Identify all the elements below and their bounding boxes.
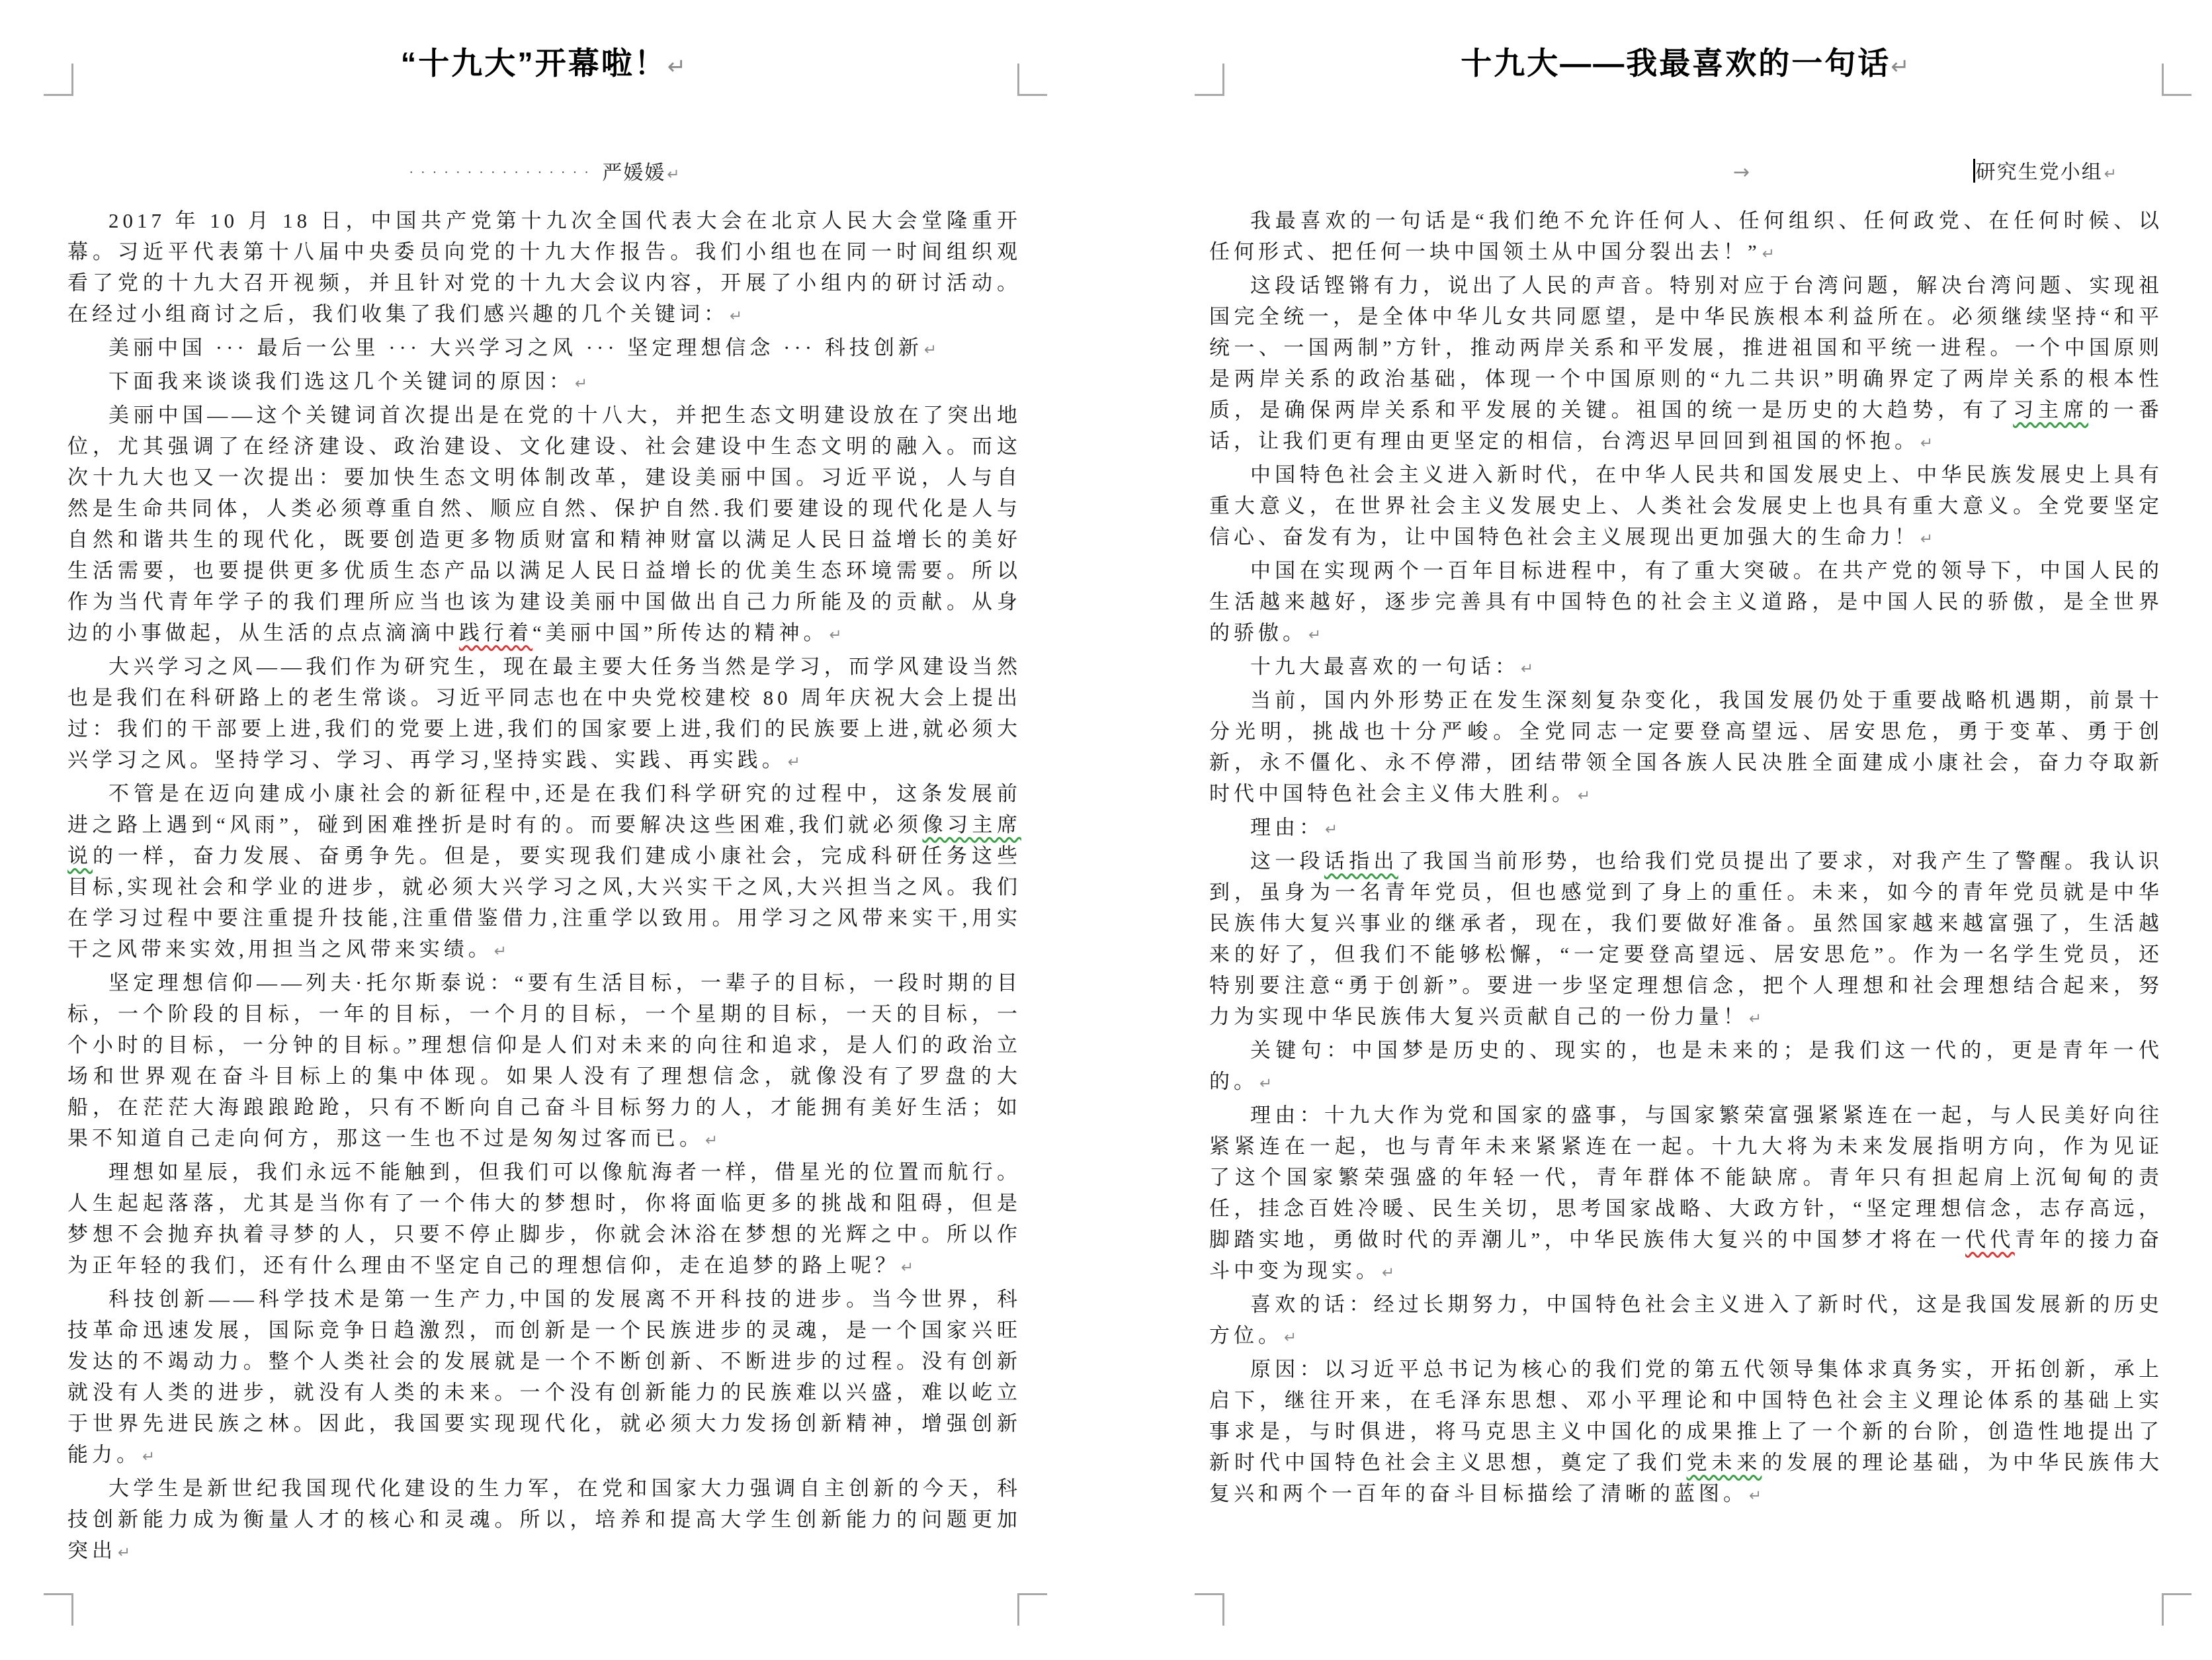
author-line (1209, 157, 2163, 188)
text-run: “美丽中国”所传达的精神。 (532, 621, 828, 644)
text-run: 的发展的理论基础，为中华民族伟大复兴和两个一百年的奋斗目标描绘了清晰的蓝图。 (1209, 1451, 2163, 1505)
author-line (67, 157, 1021, 188)
paragraph-mark-icon: ↵ (730, 308, 743, 325)
spellcheck-marked-text: 践行着 (459, 621, 532, 644)
page-title (1209, 36, 2163, 94)
paragraph (1209, 459, 2163, 555)
text-run: 2017 年 10 月 18 日，中国共产党第十九次全国代表大会在北京人民大会堂隆重开幕。习近平代表第十八届中央委员向党的十九大作报告。我们小组也在同一时间组织观看了党的十九大召开视频，并且针对党的十九大会议内容，开展了小组内的研讨活动。在经过小组商讨之后，我们收集了我们感兴趣的几个关键词： (67, 209, 1021, 326)
text-run: 当前，国内外形势正在发生深刻复杂变化，我国发展仍处于重要战略机遇期，前景十分光明，挑战也十分严峻。全党同志一定要登高望远、居安思危，勇于变革、勇于创新，永不僵化、永不停滞，团结带领全国各族人民决胜全面建成小康社会，奋力夺取新时代中国特色社会主义伟大胜利。 (1209, 689, 2163, 805)
spellcheck-marked-text: 代代 (1965, 1228, 2015, 1251)
text-run: 的一番话，让我们更有理由更坚定的相信，台湾迟早回回到祖国的怀抱。 (1209, 398, 2164, 453)
paragraph (67, 1157, 1021, 1284)
text-boundary-corner-mark (2162, 64, 2191, 96)
text-boundary-corner-mark (1195, 1593, 1224, 1626)
paragraph (67, 400, 1021, 651)
paragraph-mark-icon: ↵ (575, 375, 588, 392)
page-right (1209, 36, 2163, 1512)
paragraph-mark-icon: ↵ (1382, 1264, 1395, 1282)
text-run: 不管是在迈向建成小康社会的新征程中,还是在我们科学研究的过程中，这条发展前进之路上遇到“风雨”，碰到困难挫折是时有的。而要解决这些困难,我们就必须 (67, 782, 1021, 836)
paragraph-mark-icon: ↵ (142, 1448, 155, 1465)
text-run: 美丽中国 ··· 最后一公里 ··· 大兴学习之风 ··· 坚定理想信念 ··· 科技创新 (108, 336, 923, 359)
paragraph (1209, 270, 2163, 459)
author-name: 研究生党小组 (1975, 161, 2103, 183)
paragraph (1209, 1289, 2163, 1354)
text-run: 理由： (1250, 816, 1324, 839)
paragraph-mark-icon: ↵ (2104, 165, 2117, 183)
page-title-text: 十九大——我最喜欢的一句话 (1461, 46, 1891, 81)
paragraph-mark-icon: ↵ (705, 1132, 718, 1149)
paragraph (67, 651, 1021, 778)
page-left (67, 36, 1021, 1569)
text-run: 十九大最喜欢的一句话： (1250, 655, 1519, 678)
spellcheck-marked-text: 话指出 (1324, 850, 1398, 873)
text-cursor (1973, 159, 1975, 183)
text-boundary-corner-mark (1017, 64, 1047, 96)
paragraph-mark-icon: ↵ (901, 1259, 914, 1276)
text-run: 科技创新——科学技术是第一生产力,中国的发展离不开科技的进步。当今世界，科技革命迅速发展，国际竞争日趋激烈，而创新是一个民族进步的灵魂，是一个国家兴旺发达的不竭动力。整个人类社会的发展就是一个不断创新、不断进步的过程。没有创新就没有人类的进步，就没有人类的未来。一个没有创新能力的民族难以兴盛，难以屹立于世界先进民族之林。因此，我国要实现现代化，就必须大力发扬创新精神，增强创新能力。 (67, 1288, 1021, 1466)
text-boundary-corner-mark (2162, 1593, 2191, 1626)
paragraph-mark-icon: ↵ (1259, 1075, 1273, 1092)
text-boundary-corner-mark (44, 1593, 73, 1626)
paragraph (1209, 812, 2163, 846)
page-body (1209, 205, 2163, 1512)
paragraph-mark-icon: ↵ (1749, 1010, 1762, 1027)
text-run: 了我国当前形势，也给我们党员提出了要求，对我产生了警醒。我认识到，虽身为一名青年党员，但也感觉到了身上的重任。未来，如今的青年党员就是中华民族伟大复兴事业的继承者，现在，我们要做好准备。虽然国家越来越富强了，生活越来的好了，但我们不能够松懈，“一定要登高望远、居安思危”。作为一名学生党员，还特别要注意“勇于创新”。要进一步坚定理想信念，把个人理想和社会理想结合起来，努力为实现中华民族伟大复兴贡献自己的一份力量！ (1209, 850, 2164, 1028)
page-title-text: “十九大”开幕啦！ (400, 46, 667, 81)
spellcheck-marked-text: 党未来 (1686, 1451, 1762, 1474)
text-run: 青年的接力奋斗中变为现实。 (1209, 1228, 2163, 1282)
paragraph-mark-icon: ↵ (1521, 660, 1534, 677)
paragraph (67, 332, 1021, 366)
paragraph-mark-icon: ↵ (118, 1544, 131, 1561)
paragraph-mark-icon: ↵ (1325, 821, 1338, 838)
text-run: 大学生是新世纪我国现代化建设的生力军，在党和国家大力强调自主创新的今天，科技创新能力成为衡量人才的核心和灵魂。所以，培养和提高大学生创新能力的问题更加突出 (67, 1477, 1021, 1562)
paragraph (1209, 205, 2163, 270)
text-run: 喜欢的话：经过长期努力，中国特色社会主义进入了新时代，这是我国发展新的历史方位。 (1209, 1293, 2163, 1347)
text-run: 坚定理想信仰——列夫·托尔斯泰说：“要有生活目标，一辈子的目标，一段时期的目标，一个阶段的目标，一年的目标，一个月的目标，一个星期的目标，一天的目标，一个小时的目标，一分钟的目标。”理想信仰是人们对未来的向往和追求，是人们的政治立场和世界观在奋斗目标上的集中体现。如果人没有了理想信念，就像没有了罗盘的大船，在茫茫大海踉踉跄跄，只有不断向自己奋斗目标努力的人，才能拥有美好生活；如果不知道自己走向何方，那这一生也不过是匆匆过客而已。 (67, 971, 1021, 1150)
text-run: 原因：以习近平总书记为核心的我们党的第五代领导集体求真务实，开拓创新，承上启下，继往开来，在毛泽东思想、邓小平理论和中国特色社会主义理论体系的基础上实事求是，与时俱进，将马克思主义中国化的成果推上了一个新的台阶，创造性地提出了新时代中国特色社会主义思想，奠定了我们 (1209, 1358, 2163, 1474)
spellcheck-marked-text: 习主席 (2013, 398, 2089, 421)
tab-character-mark-icon: → (1733, 161, 1752, 184)
paragraph (1209, 685, 2163, 812)
text-run: 理想如星辰，我们永远不能触到，但我们可以像航海者一样，借星光的位置而航行。人生起起落落，尤其是当你有了一个伟大的梦想时，你将面临更多的挑战和阻碍，但是梦想不会抛弃执着寻梦的人，只要不停止脚步，你就会沐浴在梦想的光辉之中。所以作为正年轻的我们，还有什么理由不坚定自己的理想信仰，走在追梦的路上呢？ (67, 1160, 1021, 1277)
paragraph (67, 1284, 1021, 1473)
paragraph (1209, 555, 2163, 651)
paragraph-mark-icon: ↵ (1308, 627, 1322, 644)
page-body (67, 205, 1021, 1569)
paragraph-mark-icon: ↵ (923, 341, 937, 359)
text-run: 大兴学习之风——我们作为研究生，现在最主要大任务当然是学习，而学风建设当然也是我们在科研路上的老生常谈。习近平同志也在中央党校建校 80 周年庆祝大会上提出过：我们的干部要上进,我们的党要上进,我们的国家要上进,我们的民族要上进,就必须大兴学习之风。坚持学习、学习、再学习,坚持实践、实践、再实践。 (67, 655, 1021, 771)
paragraph (67, 967, 1021, 1157)
text-run: 美丽中国——这个关键词首次提出是在党的十八大，并把生态文明建设放在了突出地位，尤其强调了在经济建设、政治建设、文化建设、社会建设中生态文明的融入。而这次十九大也又一次提出：要加快生态文明体制改革，建设美丽中国。习近平说，人与自然是生命共同体，人类必须尊重自然、顺应自然、保护自然.我们要建设的现代化是人与自然和谐共生的现代化，既要创造更多物质财富和精神财富以满足人民日益增长的美好生活需要，也要提供更多优质生态产品以满足人民日益增长的优美生态环境需要。所以作为当代青年学子的我们理所应当也该为建设美丽中国做出自己力所能及的贡献。从身边的小事做起，从生活的点点滴滴中 (67, 404, 1021, 644)
paragraph-mark-icon: ↵ (1920, 435, 1934, 452)
paragraph-mark-icon: ↵ (493, 943, 507, 960)
text-run: 下面我来谈谈我们选这几个关键词的原因： (108, 370, 574, 393)
text-run: 这一段 (1250, 850, 1324, 873)
paragraph-mark-icon: ↵ (1284, 1329, 1297, 1346)
text-run: 我最喜欢的一句话是“我们绝不允许任何人、任何组织、任何政党、在任何时候、以任何形式、把任何一块中国领土从中国分裂出去！” (1209, 209, 2163, 263)
leader-dots: ················ (409, 165, 596, 180)
paragraph (1209, 1354, 2163, 1512)
paragraph (67, 205, 1021, 332)
text-run: 的一样，奋力发展、奋勇争先。但是，要实现我们建成小康社会，完成科研任务这些目标,实现社会和学业的进步，就必须大兴学习之风,大兴实干之风,大兴担当之风。我们在学习过程中要注重提升技能,注重借鉴借力,注重学以致用。用学习之风带来实干,用实干之风带来实效,用担当之风带来实绩。 (67, 844, 1022, 961)
page-title (67, 36, 1021, 94)
text-run: 这段话铿锵有力，说出了人民的声音。特别对应于台湾问题，解决台湾问题、实现祖国完全统一，是全体中华儿女共同愿望，是中华民族根本利益所在。必须继续坚持“和平统一、一国两制”方针，推动两岸关系和平发展，推进祖国和平统一进程。一个中国原则是两岸关系的政治基础，体现一个中国原则的“九二共识”明确界定了两岸关系的根本性质，是确保两岸关系和平发展的关键。祖国的统一是历史的大趋势，有了 (1209, 274, 2163, 421)
paragraph (67, 778, 1021, 967)
paragraph-mark-icon: ↵ (1920, 531, 1934, 548)
text-run: 中国特色社会主义进入新时代，在中华人民共和国发展史上、中华民族发展史上具有重大意义，在世界社会主义发展史上、人类社会发展史上也具有重大意义。全党要坚定信心、奋发有为，让中国特色社会主义展现出更加强大的生命力！ (1209, 463, 2163, 548)
paragraph (1209, 1100, 2163, 1289)
text-run: 理由：十九大作为党和国家的盛事，与国家繁荣富强紧紧连在一起，与人民美好向往紧紧连在一起，也与青年未来紧紧连在一起。十九大将为未来发展指明方向，作为见证了这个国家繁荣强盛的年轻一代，青年群体不能缺席。青年只有担起肩上沉甸甸的责任，挂念百姓冷暖、民生关切，思考国家战略、大政方针，“坚定理想信念，志存高远，脚踏实地，勇做时代的弄潮儿”，中华民族伟大复兴的中国梦才将在一 (1209, 1104, 2163, 1251)
paragraph-mark-icon: ↵ (787, 754, 801, 771)
paragraph-mark-icon: ↵ (1578, 787, 1591, 805)
paragraph-mark-icon: ↵ (667, 166, 680, 183)
author-name: 严媛媛 (602, 162, 666, 184)
paragraph (1209, 651, 2163, 685)
text-run: 关键句：中国梦是历史的、现实的，也是未来的；是我们这一代的，更是青年一代的。 (1209, 1039, 2163, 1093)
paragraph (1209, 846, 2163, 1035)
paragraph-mark-icon: ↵ (1891, 54, 1912, 80)
spellcheck-marked-text: 像习主席说 (67, 813, 1022, 867)
text-boundary-corner-mark (1017, 1593, 1047, 1626)
paragraph-mark-icon: ↵ (1749, 1487, 1762, 1505)
paragraph-mark-icon: ↵ (1762, 245, 1775, 263)
paragraph (67, 366, 1021, 400)
paragraph-mark-icon: ↵ (829, 627, 842, 644)
paragraph (67, 1473, 1021, 1569)
paragraph-mark-icon: ↵ (667, 54, 689, 80)
text-run: 中国在实现两个一百年目标进程中，有了重大突破。在共产党的领导下，中国人民的生活越来越好，逐步完善具有中国特色的社会主义道路，是中国人民的骄傲，是全世界的骄傲。 (1209, 559, 2163, 644)
paragraph (1209, 1035, 2163, 1100)
